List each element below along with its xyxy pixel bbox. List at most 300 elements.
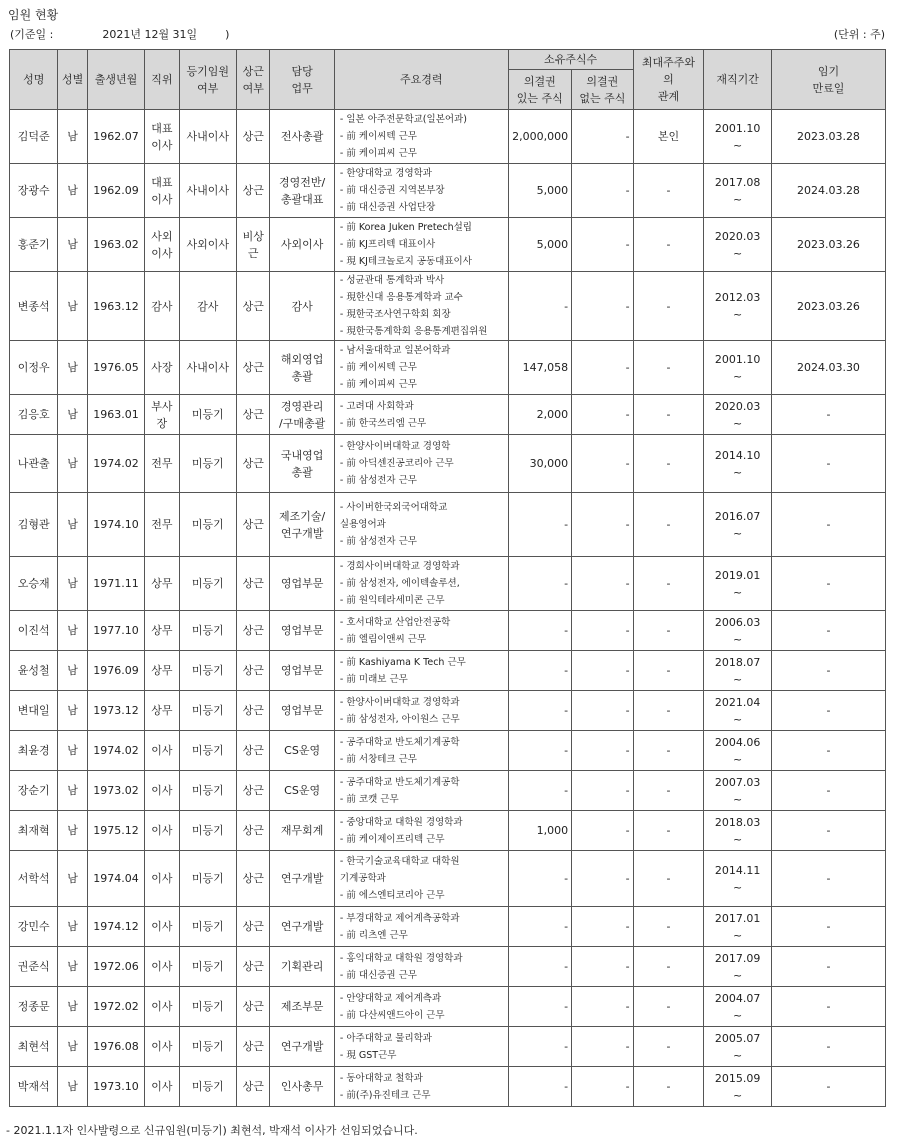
registered-cell: 미등기 <box>179 691 237 731</box>
name-cell: 홍준기 <box>10 218 58 272</box>
tenure-tilde: ~ <box>732 192 743 206</box>
voting-shares-cell: - <box>508 691 572 731</box>
career-cell-line: - 現한신대 응용통계학과 교수 <box>339 292 463 303</box>
fulltime-cell-line: 상근 <box>242 1000 264 1013</box>
career-cell-line: - 호서대학교 산업안전공학 <box>339 616 451 628</box>
duty-cell-line: 감사 <box>291 299 313 313</box>
tenure-start: 2017.09 <box>714 951 761 965</box>
registered-cell: 미등기 <box>179 435 237 493</box>
position-cell-line: 사외 <box>151 229 173 243</box>
relation-cell: - <box>633 164 704 218</box>
fulltime-cell <box>237 731 270 771</box>
relation-cell: - <box>633 557 704 611</box>
fulltime-cell <box>237 851 270 907</box>
header-tenure: 재직기간 <box>704 50 772 110</box>
fulltime-cell <box>237 164 270 218</box>
position-cell <box>145 851 179 907</box>
tenure-start: 2017.01 <box>714 911 761 925</box>
registered-cell: 미등기 <box>179 811 237 851</box>
tenure-tilde: ~ <box>732 632 743 646</box>
duty-cell <box>270 611 335 651</box>
tenure-start: 2019.01 <box>714 568 761 582</box>
fulltime-cell <box>237 493 270 557</box>
position-cell <box>145 771 179 811</box>
gender-cell: 남 <box>58 947 87 987</box>
position-cell <box>145 611 179 651</box>
tenure-cell <box>704 611 772 651</box>
relation-cell: - <box>633 395 704 435</box>
nonvoting-shares-cell: - <box>572 395 634 435</box>
registered-cell: 미등기 <box>179 611 237 651</box>
position-cell <box>145 811 179 851</box>
table-row <box>10 395 886 435</box>
gender-cell: 남 <box>58 557 87 611</box>
gender-cell: 남 <box>58 164 87 218</box>
expiry-cell: - <box>771 1067 885 1107</box>
header-shares: 소유주식수 <box>508 50 633 70</box>
registered-cell: 미등기 <box>179 557 237 611</box>
table-row <box>10 110 886 164</box>
tenure-cell <box>704 691 772 731</box>
gender-cell: 남 <box>58 341 87 395</box>
duty-cell <box>270 1067 335 1107</box>
position-cell <box>145 110 179 164</box>
unit-label: (단위 : 주) <box>833 28 885 41</box>
table-row <box>10 218 886 272</box>
voting-shares-cell: 30,000 <box>508 435 572 493</box>
tenure-start: 2018.03 <box>714 815 761 829</box>
career-cell-line: - 前 KJ프리텍 대표이사 <box>339 239 436 250</box>
tenure-start: 2021.04 <box>714 695 761 709</box>
tenure-tilde: ~ <box>732 968 743 982</box>
career-cell-line: - 前 원익테라세미콘 근무 <box>339 595 445 606</box>
birth-cell: 1963.02 <box>87 218 145 272</box>
expiry-cell: - <box>771 493 885 557</box>
nonvoting-shares-cell: - <box>572 557 634 611</box>
career-cell-line: - 前 아딕센진공코리아 근무 <box>339 458 454 469</box>
career-cell-line: - 前 대신증권 사업단장 <box>339 202 436 213</box>
fulltime-cell <box>237 987 270 1027</box>
duty-cell-line: 총괄 <box>291 465 313 479</box>
tenure-tilde: ~ <box>732 308 743 321</box>
relation-cell: - <box>633 1067 704 1107</box>
relation-cell: - <box>633 731 704 771</box>
gender-cell: 남 <box>58 435 87 493</box>
registered-cell: 감사 <box>179 272 237 341</box>
expiry-cell: - <box>771 811 885 851</box>
tenure-cell <box>704 1027 772 1067</box>
voting-shares-cell: 5,000 <box>508 164 572 218</box>
fulltime-cell-line: 비상 <box>242 229 264 243</box>
fulltime-cell <box>237 651 270 691</box>
position-cell <box>145 557 179 611</box>
tenure-tilde: ~ <box>732 672 743 686</box>
name-cell: 윤성철 <box>10 651 58 691</box>
name-cell: 오승재 <box>10 557 58 611</box>
table-row <box>10 947 886 987</box>
tenure-cell <box>704 272 772 341</box>
relation-cell: - <box>633 341 704 395</box>
table-row <box>10 557 886 611</box>
birth-cell: 1974.02 <box>87 435 145 493</box>
gender-cell: 남 <box>58 272 87 341</box>
tenure-tilde: ~ <box>732 369 743 383</box>
fulltime-cell-line: 상근 <box>242 1080 264 1093</box>
header-duty: 담당 업무 <box>270 50 335 110</box>
tenure-tilde: ~ <box>732 752 743 766</box>
career-cell-line: - 前 케이씨텍 근무 <box>339 362 417 373</box>
position-cell <box>145 987 179 1027</box>
nonvoting-shares-cell: - <box>572 771 634 811</box>
registered-cell: 미등기 <box>179 771 237 811</box>
fulltime-cell <box>237 272 270 341</box>
nonvoting-shares-cell: - <box>572 1027 634 1067</box>
header-relation: 최대주주와 의 관계 <box>633 50 704 110</box>
nonvoting-shares-cell: - <box>572 691 634 731</box>
position-cell-line: 전무 <box>151 457 173 470</box>
fulltime-cell <box>237 218 270 272</box>
tenure-cell <box>704 395 772 435</box>
position-cell-line: 이사 <box>151 920 173 933</box>
name-cell: 장광수 <box>10 164 58 218</box>
header-career: 주요경력 <box>334 50 508 110</box>
tenure-cell <box>704 164 772 218</box>
position-cell-line: 감사 <box>151 299 173 313</box>
name-cell: 나관출 <box>10 435 58 493</box>
birth-cell: 1973.10 <box>87 1067 145 1107</box>
birth-cell: 1973.02 <box>87 771 145 811</box>
tenure-tilde: ~ <box>732 880 743 894</box>
expiry-cell: - <box>771 987 885 1027</box>
relation-cell: - <box>633 907 704 947</box>
career-cell <box>334 1067 508 1107</box>
registered-cell: 미등기 <box>179 731 237 771</box>
career-cell <box>334 557 508 611</box>
duty-cell-line: CS운영 <box>284 744 321 757</box>
relation-cell: - <box>633 435 704 493</box>
duty-cell-line: 영업부문 <box>280 664 324 677</box>
fulltime-cell-line: 상근 <box>242 299 264 313</box>
position-cell-line: 이사 <box>151 246 173 260</box>
duty-cell-line: 재무회계 <box>280 824 324 837</box>
career-cell-line: - 前 케이피씨 근무 <box>339 148 417 159</box>
fulltime-cell-line: 상근 <box>242 184 264 197</box>
career-cell-line: - 前 다산씨앤드아이 근무 <box>339 1009 445 1021</box>
fulltime-cell-line: 상근 <box>242 664 264 677</box>
career-cell-line: 기계공학과 <box>339 873 386 884</box>
duty-cell-line: 기획관리 <box>280 960 324 973</box>
nonvoting-shares-cell: - <box>572 272 634 341</box>
name-cell: 변종석 <box>10 272 58 341</box>
relation-cell: - <box>633 851 704 907</box>
expiry-cell: 2024.03.30 <box>771 341 885 395</box>
name-cell: 권준식 <box>10 947 58 987</box>
career-cell-line: - 고려대 사회학과 <box>339 400 414 412</box>
voting-shares-cell: - <box>508 1067 572 1107</box>
duty-cell <box>270 493 335 557</box>
tenure-start: 2006.03 <box>714 615 761 629</box>
tenure-start: 2007.03 <box>714 775 761 789</box>
position-cell-line: 이사 <box>151 872 173 885</box>
expiry-cell: - <box>771 771 885 811</box>
birth-cell: 1962.07 <box>87 110 145 164</box>
position-cell-line: 이사 <box>151 744 173 757</box>
position-cell <box>145 493 179 557</box>
career-cell-line: - 아주대학교 물리학과 <box>339 1032 432 1044</box>
birth-cell: 1976.09 <box>87 651 145 691</box>
duty-cell-line: 연구개발 <box>280 920 324 933</box>
career-cell-line: - 사이버한국외국어대학교 <box>339 502 448 513</box>
gender-cell: 남 <box>58 651 87 691</box>
header-gender: 성별 <box>58 50 87 110</box>
career-cell-line: - 한양사이버대학교 경영학 <box>339 441 451 452</box>
tenure-tilde: ~ <box>732 585 743 599</box>
position-cell <box>145 907 179 947</box>
duty-cell <box>270 771 335 811</box>
position-cell <box>145 731 179 771</box>
duty-cell-line: 국내영업 <box>280 448 324 462</box>
duty-cell-line: 제조부문 <box>280 1000 324 1013</box>
gender-cell: 남 <box>58 1027 87 1067</box>
career-cell-line: - 공주대학교 반도체기계공학 <box>339 736 460 748</box>
career-cell <box>334 851 508 907</box>
voting-shares-cell: - <box>508 1027 572 1067</box>
fulltime-cell-line: 상근 <box>242 361 264 374</box>
birth-cell: 1963.12 <box>87 272 145 341</box>
position-cell-line: 대표 <box>151 175 173 189</box>
header-name: 성명 <box>10 50 58 110</box>
name-cell: 변대일 <box>10 691 58 731</box>
career-cell-line: - 동아대학교 철학과 <box>339 1072 423 1084</box>
birth-cell: 1977.10 <box>87 611 145 651</box>
career-cell-line: - 前 케이제이프리텍 근무 <box>339 833 445 845</box>
position-cell-line: 상무 <box>151 664 173 677</box>
tenure-start: 2001.10 <box>714 352 761 366</box>
duty-cell-line: 연구개발 <box>280 1040 324 1053</box>
career-cell <box>334 1027 508 1067</box>
voting-shares-cell: 147,058 <box>508 341 572 395</box>
birth-cell: 1972.06 <box>87 947 145 987</box>
career-cell <box>334 907 508 947</box>
registered-cell: 미등기 <box>179 493 237 557</box>
duty-cell-line: 영업부문 <box>280 577 324 590</box>
table-body <box>10 110 886 1107</box>
table-row <box>10 611 886 651</box>
fulltime-cell-line: 상근 <box>242 130 264 143</box>
career-cell <box>334 164 508 218</box>
name-cell: 정종문 <box>10 987 58 1027</box>
career-cell <box>334 611 508 651</box>
fulltime-cell <box>237 1027 270 1067</box>
expiry-cell: - <box>771 611 885 651</box>
tenure-start: 2018.07 <box>714 655 761 669</box>
career-cell-line: - 前 케이피씨 근무 <box>339 379 417 390</box>
relation-cell: - <box>633 947 704 987</box>
fulltime-cell <box>237 557 270 611</box>
tenure-tilde: ~ <box>732 792 743 806</box>
fulltime-cell-line: 근 <box>247 246 259 260</box>
relation-cell: - <box>633 771 704 811</box>
registered-cell: 미등기 <box>179 395 237 435</box>
name-cell: 이진석 <box>10 611 58 651</box>
table-row <box>10 341 886 395</box>
career-cell-line: - 前 한국쓰리엠 근무 <box>339 417 427 429</box>
career-cell-line: - 공주대학교 반도체기계공학 <box>339 776 460 788</box>
position-cell-line: 부사 <box>151 399 173 413</box>
registered-cell: 미등기 <box>179 651 237 691</box>
tenure-start: 2004.06 <box>714 735 761 749</box>
position-cell-line: 이사 <box>151 138 173 152</box>
fulltime-cell <box>237 907 270 947</box>
tenure-tilde: ~ <box>732 1088 743 1102</box>
career-cell-line: - 前 삼성전자, 아이원스 근무 <box>339 713 460 725</box>
duty-cell-line: 영업부문 <box>280 624 324 637</box>
career-cell <box>334 947 508 987</box>
duty-cell-line: 연구개발 <box>280 526 324 540</box>
tenure-start: 2020.03 <box>714 229 761 243</box>
voting-shares-cell: - <box>508 771 572 811</box>
position-cell-line: 이사 <box>151 1000 173 1013</box>
position-cell <box>145 435 179 493</box>
fulltime-cell-line: 상근 <box>242 408 264 421</box>
registered-cell: 사내이사 <box>179 164 237 218</box>
position-cell-line: 이사 <box>151 784 173 797</box>
name-cell: 박재석 <box>10 1067 58 1107</box>
expiry-cell: - <box>771 731 885 771</box>
nonvoting-shares-cell: - <box>572 907 634 947</box>
duty-cell-line: 총괄대표 <box>280 192 324 206</box>
tenure-start: 2017.08 <box>714 175 761 189</box>
registered-cell: 미등기 <box>179 987 237 1027</box>
registered-cell: 사내이사 <box>179 341 237 395</box>
voting-shares-cell: - <box>508 651 572 691</box>
tenure-cell <box>704 1067 772 1107</box>
birth-cell: 1974.04 <box>87 851 145 907</box>
career-cell-line: - 경희사이버대학교 경영학과 <box>339 561 460 572</box>
tenure-tilde: ~ <box>732 526 743 540</box>
registered-cell: 미등기 <box>179 947 237 987</box>
fulltime-cell-line: 상근 <box>242 704 264 717</box>
expiry-cell: 2023.03.26 <box>771 218 885 272</box>
tenure-tilde: ~ <box>732 1008 743 1022</box>
duty-cell <box>270 731 335 771</box>
name-cell: 김응호 <box>10 395 58 435</box>
tenure-cell <box>704 851 772 907</box>
career-cell <box>334 110 508 164</box>
position-cell-line: 상무 <box>151 704 173 717</box>
gender-cell: 남 <box>58 811 87 851</box>
career-cell-line: - 안양대학교 제어계측과 <box>339 992 442 1004</box>
footnote: - 2021.1.1자 인사발령으로 신규임원(미등기) 최현석, 박재석 이사가 선임되었습니다. <box>6 1124 418 1137</box>
fulltime-cell-line: 상근 <box>242 1040 264 1053</box>
voting-shares-cell: - <box>508 611 572 651</box>
relation-cell: - <box>633 811 704 851</box>
header-nonvoting: 의결권 없는 주식 <box>572 70 634 110</box>
career-cell <box>334 987 508 1027</box>
duty-cell <box>270 164 335 218</box>
career-cell <box>334 811 508 851</box>
gender-cell: 남 <box>58 395 87 435</box>
voting-shares-cell: - <box>508 557 572 611</box>
tenure-tilde: ~ <box>732 928 743 942</box>
position-cell-line: 이사 <box>151 192 173 206</box>
registered-cell: 미등기 <box>179 907 237 947</box>
name-cell: 최현석 <box>10 1027 58 1067</box>
birth-cell: 1974.02 <box>87 731 145 771</box>
duty-cell <box>270 1027 335 1067</box>
tenure-cell <box>704 435 772 493</box>
relation-cell: - <box>633 611 704 651</box>
table-row <box>10 907 886 947</box>
career-cell-line: - 일본 아주전문학교(일본어과) <box>339 114 467 125</box>
tenure-cell <box>704 907 772 947</box>
voting-shares-cell: - <box>508 493 572 557</box>
header-fulltime: 상근 여부 <box>237 50 270 110</box>
career-cell-line: - 前 케이씨텍 근무 <box>339 131 417 142</box>
name-cell: 서학석 <box>10 851 58 907</box>
registered-cell: 사외이사 <box>179 218 237 272</box>
name-cell: 장순기 <box>10 771 58 811</box>
table-row <box>10 1067 886 1107</box>
position-cell-line: 이사 <box>151 960 173 973</box>
career-cell <box>334 493 508 557</box>
tenure-tilde: ~ <box>732 712 743 726</box>
expiry-cell: - <box>771 435 885 493</box>
tenure-start: 2016.07 <box>714 509 761 523</box>
position-cell <box>145 947 179 987</box>
career-cell-line: - 중앙대학교 대학원 경영학과 <box>339 816 463 828</box>
duty-cell <box>270 811 335 851</box>
duty-cell <box>270 851 335 907</box>
career-cell-line: - 홍익대학교 대학원 경영학과 <box>339 952 463 964</box>
table-row <box>10 987 886 1027</box>
relation-cell: 본인 <box>633 110 704 164</box>
registered-cell: 미등기 <box>179 1027 237 1067</box>
career-cell-line: - 한양사이버대학교 경영학과 <box>339 696 460 708</box>
fulltime-cell <box>237 947 270 987</box>
nonvoting-shares-cell: - <box>572 435 634 493</box>
voting-shares-cell: - <box>508 851 572 907</box>
position-cell <box>145 164 179 218</box>
fulltime-cell-line: 상근 <box>242 624 264 637</box>
career-cell-line: - 성균관대 통계학과 박사 <box>339 275 445 286</box>
career-cell <box>334 435 508 493</box>
table-row <box>10 851 886 907</box>
expiry-cell: - <box>771 907 885 947</box>
gender-cell: 남 <box>58 1067 87 1107</box>
nonvoting-shares-cell: - <box>572 851 634 907</box>
tenure-cell <box>704 557 772 611</box>
header-birth: 출생년월 <box>87 50 145 110</box>
relation-cell: - <box>633 691 704 731</box>
fulltime-cell-line: 상근 <box>242 824 264 837</box>
voting-shares-cell: 2,000,000 <box>508 110 572 164</box>
name-cell: 이정우 <box>10 341 58 395</box>
birth-cell: 1971.11 <box>87 557 145 611</box>
position-cell <box>145 272 179 341</box>
relation-cell: - <box>633 218 704 272</box>
fulltime-cell-line: 상근 <box>242 518 264 531</box>
position-cell-line: 이사 <box>151 824 173 837</box>
duty-cell <box>270 110 335 164</box>
tenure-tilde: ~ <box>732 832 743 846</box>
fulltime-cell <box>237 691 270 731</box>
duty-cell <box>270 691 335 731</box>
tenure-cell <box>704 771 772 811</box>
fulltime-cell <box>237 1067 270 1107</box>
duty-cell <box>270 341 335 395</box>
tenure-cell <box>704 218 772 272</box>
